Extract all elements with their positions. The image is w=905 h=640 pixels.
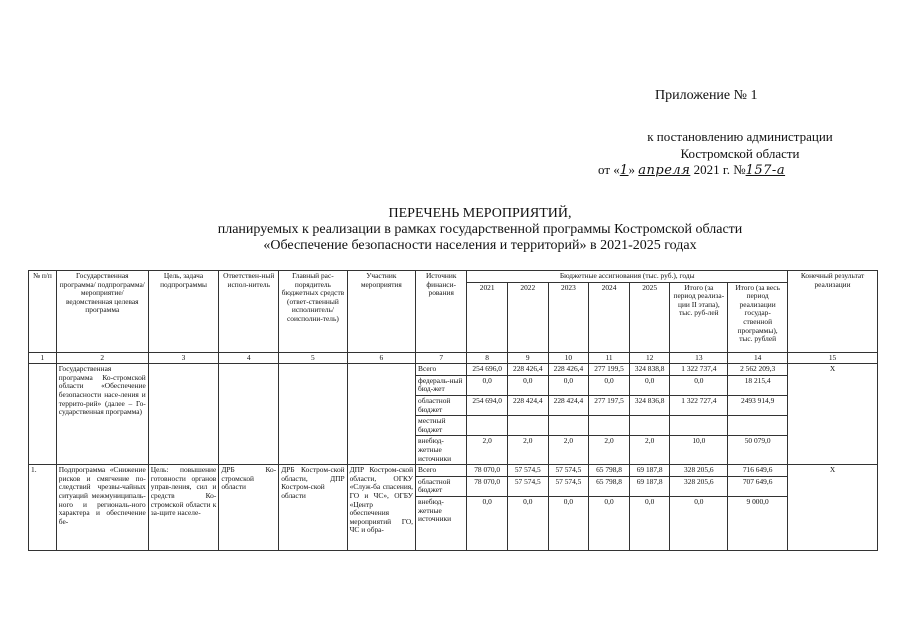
value-cell	[507, 416, 548, 436]
value-cell: 324 838,8	[629, 364, 670, 376]
value-cell: 69 187,8	[629, 465, 670, 477]
value-cell: 69 187,8	[629, 476, 670, 496]
value-cell: 2493 914,9	[728, 395, 788, 415]
value-cell: 328 205,6	[670, 465, 728, 477]
value-cell: 2,0	[548, 436, 589, 465]
value-cell: 0,0	[507, 375, 548, 395]
program-row	[29, 364, 878, 376]
value-cell: 1 322 737,4	[670, 364, 728, 376]
title-line-3: «Обеспечение безопасности населения и территорий» в 2021-2025 годах	[263, 238, 697, 253]
date-prefix: от «	[598, 162, 620, 177]
value-cell: 277 197,5	[589, 395, 630, 415]
value-cell: 10,0	[670, 436, 728, 465]
date-number: 157-а	[745, 163, 786, 178]
value-cell: 65 798,8	[589, 465, 630, 477]
title-line-1: ПЕРЕЧЕНЬ МЕРОПРИЯТИЙ,	[388, 206, 572, 221]
source-cell: внебюд-жетные источники	[416, 496, 467, 550]
header-2021: 2021	[467, 282, 508, 352]
header-budget: Бюджетные ассигнования (тыс. руб.), годы	[467, 271, 788, 283]
program-manager	[279, 364, 347, 465]
value-cell: 2,0	[589, 436, 630, 465]
index-cell: 12	[629, 352, 670, 364]
value-cell: 57 574,5	[507, 476, 548, 496]
value-cell: 324 836,8	[629, 395, 670, 415]
index-cell: 14	[728, 352, 788, 364]
index-cell: 4	[219, 352, 279, 364]
header-num: № п/п	[29, 271, 57, 353]
value-cell: 9 000,0	[728, 496, 788, 550]
source-cell: областной бюджет	[416, 395, 467, 415]
subprogram-manager: ДРБ Костром-ской области, ДПР Костром-ской области	[279, 465, 347, 551]
value-cell: 228 426,4	[507, 364, 548, 376]
value-cell: 2 562 209,3	[728, 364, 788, 376]
program-participant	[347, 364, 415, 465]
value-cell: 57 574,5	[548, 476, 589, 496]
measures-table	[28, 270, 878, 551]
header-goal: Цель, задача подпрограммы	[148, 271, 219, 353]
header-result: Конечный результат реализации	[788, 271, 878, 353]
index-cell: 6	[347, 352, 415, 364]
subprogram-name: Подпрограмма «Снижение рисков и смягчение по-следствий чрезвы-чайных ситуаций межмуниципаль-ного и региональ-ного характера и обеспечение бе-	[56, 465, 148, 551]
index-cell: 13	[670, 352, 728, 364]
value-cell: 2,0	[629, 436, 670, 465]
date-mid: »	[628, 162, 636, 177]
header-2024: 2024	[589, 282, 630, 352]
value-cell: 228 426,4	[548, 364, 589, 376]
value-cell: 254 694,0	[467, 395, 508, 415]
value-cell	[548, 416, 589, 436]
decree-reference	[605, 128, 875, 162]
program-result: X	[788, 364, 878, 465]
value-cell: 78 070,0	[467, 465, 508, 477]
index-cell: 8	[467, 352, 508, 364]
source-cell: внебюд-жетные источники	[416, 436, 467, 465]
appendix-label: Приложение № 1	[655, 88, 758, 103]
index-cell: 10	[548, 352, 589, 364]
value-cell: 0,0	[629, 375, 670, 395]
value-cell: 2,0	[467, 436, 508, 465]
header-2025: 2025	[629, 282, 670, 352]
date-day: 1	[619, 163, 629, 178]
value-cell: 328 205,6	[670, 476, 728, 496]
document-title	[120, 206, 840, 254]
value-cell: 716 649,6	[728, 465, 788, 477]
value-cell: 0,0	[467, 375, 508, 395]
index-cell: 2	[56, 352, 148, 364]
value-cell: 228 424,4	[548, 395, 589, 415]
value-cell: 1 322 727,4	[670, 395, 728, 415]
program-num	[29, 364, 57, 465]
value-cell	[728, 416, 788, 436]
value-cell: 254 696,0	[467, 364, 508, 376]
value-cell: 0,0	[467, 496, 508, 550]
value-cell: 0,0	[629, 496, 670, 550]
source-cell: федераль-ный бюд-жет	[416, 375, 467, 395]
value-cell: 57 574,5	[507, 465, 548, 477]
header-2022: 2022	[507, 282, 548, 352]
value-cell: 0,0	[507, 496, 548, 550]
value-cell: 0,0	[670, 375, 728, 395]
index-cell: 5	[279, 352, 347, 364]
source-cell: местный бюджет	[416, 416, 467, 436]
header-2023: 2023	[548, 282, 589, 352]
value-cell: 277 199,5	[589, 364, 630, 376]
header-executor: Ответствен-ный испол-нитель	[219, 271, 279, 353]
value-cell: 78 070,0	[467, 476, 508, 496]
subprogram-num: 1.	[29, 465, 57, 551]
value-cell: 65 798,8	[589, 476, 630, 496]
index-cell: 7	[416, 352, 467, 364]
index-cell: 15	[788, 352, 878, 364]
program-executor	[219, 364, 279, 465]
source-cell: Всего	[416, 364, 467, 376]
value-cell: 0,0	[589, 496, 630, 550]
value-cell: 57 574,5	[548, 465, 589, 477]
index-cell: 11	[589, 352, 630, 364]
value-cell: 0,0	[670, 496, 728, 550]
source-cell: Всего	[416, 465, 467, 477]
table-header-row	[29, 271, 878, 283]
value-cell: 0,0	[589, 375, 630, 395]
header-manager: Главный рас-порядитель бюджетных средств (ответ-ственный исполнитель/ соисполни-тель)	[279, 271, 347, 353]
header-total-stage: Итого (за период реализа-ции II этапа), тыс. руб-лей	[670, 282, 728, 352]
value-cell: 18 215,4	[728, 375, 788, 395]
subprogram-row	[29, 465, 878, 477]
header-total-all: Итого (за весь период реализации государ-ственной программы), тыс. рублей	[728, 282, 788, 352]
title-line-2: планируемых к реализации в рамках государственной программы Костромской области	[217, 222, 743, 237]
value-cell	[629, 416, 670, 436]
subprogram-result: X	[788, 465, 878, 551]
value-cell: 0,0	[548, 375, 589, 395]
value-cell: 2,0	[507, 436, 548, 465]
index-cell: 9	[507, 352, 548, 364]
value-cell	[670, 416, 728, 436]
value-cell: 50 079,0	[728, 436, 788, 465]
value-cell: 0,0	[548, 496, 589, 550]
value-cell: 707 649,6	[728, 476, 788, 496]
index-cell: 1	[29, 352, 57, 364]
decree-line-2: Костромской области	[680, 146, 800, 161]
header-program: Государственная программа/ подпрограмма/ мероприятие/ ведомственная целевая программа	[56, 271, 148, 353]
date-year: 2021 г. №	[693, 162, 746, 177]
source-cell: областной бюджет	[416, 476, 467, 496]
subprogram-participant: ДПР Костром-ской области, ОГКУ «Служ-ба спасения, ГО и ЧС», ОГБУ «Центр обеспечения мероприятий ГО, ЧС и обра-	[347, 465, 415, 551]
header-source: Источник финанси-рования	[416, 271, 467, 353]
value-cell: 228 424,4	[507, 395, 548, 415]
subprogram-executor: ДРБ Ко-стромской области	[219, 465, 279, 551]
date-month: апреля	[638, 163, 691, 178]
column-index-row	[29, 352, 878, 364]
value-cell	[467, 416, 508, 436]
header-participant: Участник мероприятия	[347, 271, 415, 353]
decree-date	[598, 162, 785, 178]
program-goal	[148, 364, 219, 465]
index-cell: 3	[148, 352, 219, 364]
program-name: Государственная программа Ко-стромской области «Обеспечение безопасности насе-ления и террито-рий» (далее – Го-сударственная программа)	[56, 364, 148, 465]
subprogram-goal: Цель: повышение готовности органов управ-ления, сил и средств Ко-стромской области к за-щите населе-	[148, 465, 219, 551]
value-cell	[589, 416, 630, 436]
decree-line-1: к постановлению администрации	[647, 129, 833, 144]
